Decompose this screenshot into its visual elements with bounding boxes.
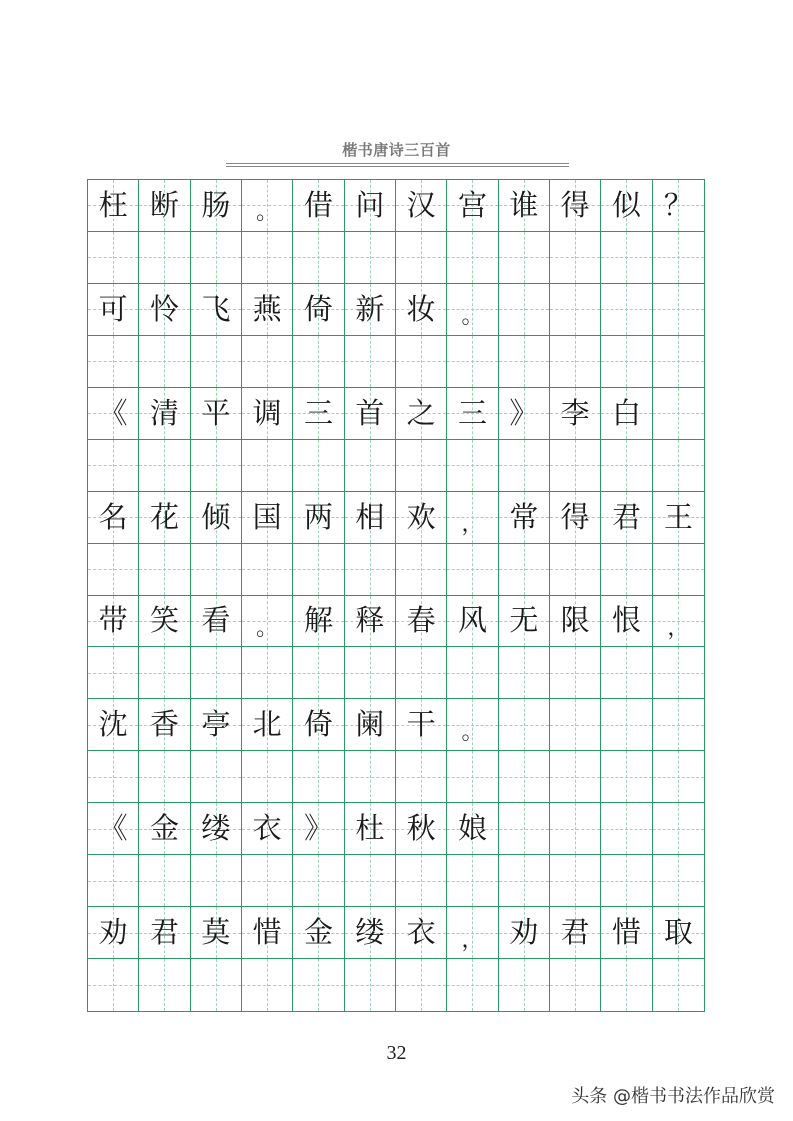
character: 倚: [303, 291, 333, 326]
character: 劝: [98, 915, 128, 950]
grid-cell: [242, 180, 293, 232]
grid-cell-empty: [653, 232, 704, 284]
grid-cell: [550, 907, 601, 959]
page-header-title: 楷书唐诗三百首: [342, 142, 451, 159]
grid-cell: [499, 388, 550, 440]
grid-cell: [139, 907, 190, 959]
grid-cell-empty: [601, 647, 652, 699]
grid-cell-empty: [601, 803, 652, 855]
grid-cell: [447, 699, 498, 751]
grid-cell-empty: [601, 751, 652, 803]
grid-cell: [345, 388, 396, 440]
character: 可: [98, 291, 128, 326]
grid-cell-empty: [242, 336, 293, 388]
character: 首: [355, 395, 385, 430]
grid-cell: [293, 803, 344, 855]
grid-cell-empty: [242, 440, 293, 492]
character: 干: [406, 707, 436, 742]
character: 欢: [406, 499, 436, 534]
grid-cell-empty: [139, 336, 190, 388]
grid-cell-empty: [139, 440, 190, 492]
grid-cell-empty: [88, 232, 139, 284]
grid-cell: [601, 180, 652, 232]
grid-cell: [242, 699, 293, 751]
grid-cell: [191, 492, 242, 544]
character: 取: [663, 915, 693, 950]
character: 李: [560, 395, 590, 430]
character: ，: [461, 512, 484, 538]
grid-cell-empty: [499, 751, 550, 803]
character: 问: [355, 187, 385, 222]
grid-cell: [345, 699, 396, 751]
grid-cell-empty: [447, 647, 498, 699]
grid-cell-empty: [653, 855, 704, 907]
grid-cell: [139, 596, 190, 648]
grid-cell: [499, 596, 550, 648]
character: 杜: [355, 811, 385, 846]
grid-cell-empty: [293, 959, 344, 1011]
grid-cell-empty: [139, 751, 190, 803]
grid-cell: [447, 180, 498, 232]
character: 君: [611, 499, 641, 534]
character: 笑: [149, 603, 179, 638]
grid-cell-empty: [191, 232, 242, 284]
character: 释: [355, 603, 385, 638]
grid-cell-empty: [293, 855, 344, 907]
grid-cell-empty: [293, 440, 344, 492]
grid-cell-empty: [653, 440, 704, 492]
character: 惜: [611, 915, 641, 950]
grid-cell-empty: [88, 959, 139, 1011]
grid-cell-empty: [447, 751, 498, 803]
character: 带: [98, 603, 128, 638]
grid-cell-empty: [499, 544, 550, 596]
character: 三: [303, 395, 333, 430]
character: 春: [406, 603, 436, 638]
grid-cell-empty: [653, 803, 704, 855]
grid-cell: [550, 492, 601, 544]
character: 白: [611, 395, 641, 430]
grid-cell-empty: [139, 855, 190, 907]
grid-cell: [345, 803, 396, 855]
grid-cell-empty: [88, 647, 139, 699]
header-divider-bottom: [226, 166, 569, 167]
grid-cell-empty: [191, 544, 242, 596]
grid-cell: [88, 803, 139, 855]
grid-cell-empty: [396, 751, 447, 803]
grid-cell-empty: [191, 855, 242, 907]
grid-cell-empty: [499, 440, 550, 492]
grid-cell: [293, 699, 344, 751]
grid-cell-empty: [499, 232, 550, 284]
character: 三: [457, 395, 487, 430]
grid-cell-empty: [139, 959, 190, 1011]
grid-cell-empty: [601, 855, 652, 907]
grid-cell: [653, 180, 704, 232]
grid-cell: [191, 907, 242, 959]
grid-cell: [499, 907, 550, 959]
grid-cell-empty: [139, 544, 190, 596]
page-number: 32: [386, 1042, 407, 1064]
grid-cell-empty: [345, 751, 396, 803]
grid-cell-empty: [550, 803, 601, 855]
grid-cell-empty: [396, 855, 447, 907]
grid-cell-empty: [653, 959, 704, 1011]
grid-cell: [601, 596, 652, 648]
grid-cell: [396, 180, 447, 232]
character: 沈: [98, 707, 128, 742]
character: 花: [149, 499, 179, 534]
grid-cell: [499, 492, 550, 544]
character: 常: [509, 499, 539, 534]
grid-cell-empty: [550, 959, 601, 1011]
grid-cell-empty: [293, 336, 344, 388]
grid-cell-empty: [499, 959, 550, 1011]
grid-cell-empty: [191, 647, 242, 699]
grid-cell: [139, 180, 190, 232]
character: 君: [560, 915, 590, 950]
grid-cell: [447, 388, 498, 440]
character: 无: [509, 603, 539, 638]
character: 劝: [509, 915, 539, 950]
grid-cell: [447, 907, 498, 959]
grid-cell: [396, 907, 447, 959]
character: 似: [611, 187, 641, 222]
character: 新: [355, 291, 385, 326]
grid-cell-empty: [653, 751, 704, 803]
grid-cell-empty: [293, 232, 344, 284]
grid-cell-empty: [293, 751, 344, 803]
character: 》: [303, 811, 333, 846]
grid-cell-empty: [447, 544, 498, 596]
grid-cell-empty: [550, 284, 601, 336]
character: 莫: [201, 915, 231, 950]
character: 清: [149, 395, 179, 430]
character: 北: [252, 707, 282, 742]
character: 肠: [201, 187, 231, 222]
character: 风: [457, 603, 487, 638]
grid-cell: [396, 284, 447, 336]
grid-cell: [242, 388, 293, 440]
grid-cell: [447, 284, 498, 336]
header-divider-top: [226, 163, 569, 164]
grid-cell: [88, 388, 139, 440]
grid-cell-empty: [550, 544, 601, 596]
character: 飞: [201, 291, 231, 326]
grid-cell-empty: [601, 959, 652, 1011]
character: 》: [509, 395, 539, 430]
character: 国: [252, 499, 282, 534]
character: 惜: [252, 915, 282, 950]
grid-cell-empty: [242, 647, 293, 699]
grid-cell: [191, 699, 242, 751]
grid-cell-empty: [293, 544, 344, 596]
grid-cell-empty: [550, 855, 601, 907]
grid-cell-empty: [601, 544, 652, 596]
grid-cell-empty: [499, 699, 550, 751]
grid-cell: [653, 492, 704, 544]
grid-cell-empty: [601, 440, 652, 492]
grid-cell-empty: [139, 232, 190, 284]
character: ？: [663, 187, 693, 222]
grid-cell-empty: [242, 959, 293, 1011]
grid-cell: [293, 492, 344, 544]
character: 名: [98, 499, 128, 534]
grid-cell-empty: [88, 440, 139, 492]
grid-cell-empty: [139, 647, 190, 699]
character: 。: [256, 615, 279, 641]
character: 解: [303, 603, 333, 638]
grid-cell-empty: [499, 336, 550, 388]
grid-cell-empty: [499, 647, 550, 699]
grid-cell-empty: [447, 440, 498, 492]
grid-cell: [550, 180, 601, 232]
grid-cell: [653, 596, 704, 648]
grid-cell: [88, 284, 139, 336]
grid-cell-empty: [499, 284, 550, 336]
character: 王: [663, 499, 693, 534]
grid-cell: [191, 388, 242, 440]
grid-cell-empty: [345, 647, 396, 699]
grid-cell-empty: [242, 544, 293, 596]
grid-cell: [191, 803, 242, 855]
grid-cell-empty: [601, 699, 652, 751]
grid-cell-empty: [653, 388, 704, 440]
grid-cell: [447, 803, 498, 855]
grid-cell-empty: [653, 699, 704, 751]
grid-cell: [396, 803, 447, 855]
character: 《: [98, 395, 128, 430]
character: 衣: [406, 915, 436, 950]
grid-cell-empty: [345, 544, 396, 596]
grid-cell-empty: [550, 647, 601, 699]
grid-cell-empty: [345, 959, 396, 1011]
grid-cell-empty: [447, 959, 498, 1011]
character: 娘: [457, 811, 487, 846]
character: 秋: [406, 811, 436, 846]
grid-cell-empty: [345, 232, 396, 284]
grid-cell-empty: [396, 544, 447, 596]
character: 衣: [252, 811, 282, 846]
character: 。: [461, 304, 484, 330]
grid-cell-empty: [550, 440, 601, 492]
grid-cell: [242, 492, 293, 544]
grid-cell-empty: [191, 959, 242, 1011]
grid-cell: [293, 596, 344, 648]
grid-cell-empty: [396, 232, 447, 284]
character: 怜: [149, 291, 179, 326]
grid-cell: [396, 596, 447, 648]
grid-cell: [88, 180, 139, 232]
character: 倾: [201, 499, 231, 534]
grid-cell-empty: [88, 751, 139, 803]
grid-cell-empty: [345, 855, 396, 907]
grid-cell-empty: [396, 647, 447, 699]
character: 限: [560, 603, 590, 638]
grid-cell-empty: [242, 751, 293, 803]
character: 得: [560, 187, 590, 222]
grid-cell: [550, 596, 601, 648]
grid-cell: [396, 699, 447, 751]
grid-cell-empty: [447, 855, 498, 907]
character: 得: [560, 499, 590, 534]
grid-cell-empty: [653, 647, 704, 699]
grid-cell: [191, 284, 242, 336]
character: 香: [149, 707, 179, 742]
grid-cell-empty: [88, 544, 139, 596]
grid-cell: [345, 596, 396, 648]
grid-cell-empty: [345, 336, 396, 388]
grid-cell-empty: [550, 336, 601, 388]
grid-cell: [653, 907, 704, 959]
grid-cell: [293, 180, 344, 232]
character: 。: [256, 200, 279, 226]
grid-cell: [447, 596, 498, 648]
calligraphy-practice-grid: [87, 179, 705, 1012]
grid-cell: [88, 907, 139, 959]
grid-cell-empty: [242, 855, 293, 907]
grid-cell: [242, 596, 293, 648]
grid-cell: [242, 284, 293, 336]
grid-cell-empty: [601, 336, 652, 388]
character: 枉: [98, 187, 128, 222]
character: 金: [303, 915, 333, 950]
grid-cell-empty: [396, 959, 447, 1011]
grid-cell-empty: [601, 232, 652, 284]
grid-cell-empty: [550, 232, 601, 284]
character: 相: [355, 499, 385, 534]
grid-cell: [242, 907, 293, 959]
character: 阑: [355, 707, 385, 742]
grid-cell-empty: [293, 647, 344, 699]
grid-cell: [242, 803, 293, 855]
character: 平: [201, 395, 231, 430]
character: 调: [252, 395, 282, 430]
character: 缕: [355, 915, 385, 950]
grid-cell-empty: [396, 336, 447, 388]
grid-cell: [139, 492, 190, 544]
grid-cell: [601, 492, 652, 544]
grid-cell: [601, 907, 652, 959]
grid-cell: [88, 596, 139, 648]
grid-cell-empty: [191, 751, 242, 803]
character: 倚: [303, 707, 333, 742]
character: 宫: [457, 187, 487, 222]
character: 亭: [201, 707, 231, 742]
grid-cell: [139, 699, 190, 751]
grid-cell: [345, 180, 396, 232]
character: ，: [461, 927, 484, 953]
grid-cell: [88, 492, 139, 544]
grid-cell-empty: [653, 544, 704, 596]
grid-cell: [191, 596, 242, 648]
grid-cell: [191, 180, 242, 232]
grid-cell: [139, 388, 190, 440]
character: 看: [201, 603, 231, 638]
grid-cell: [345, 907, 396, 959]
character: 金: [149, 811, 179, 846]
grid-cell: [447, 492, 498, 544]
grid-cell-empty: [242, 232, 293, 284]
grid-cell-empty: [653, 336, 704, 388]
character: 之: [406, 395, 436, 430]
character: 恨: [611, 603, 641, 638]
grid-cell: [293, 388, 344, 440]
character: 燕: [252, 291, 282, 326]
character: 两: [303, 499, 333, 534]
grid-cell-empty: [345, 440, 396, 492]
grid-cell: [345, 492, 396, 544]
grid-cell-empty: [550, 699, 601, 751]
grid-cell: [293, 907, 344, 959]
grid-cell-empty: [447, 232, 498, 284]
grid-cell-empty: [550, 751, 601, 803]
grid-cell: [345, 284, 396, 336]
grid-cell-empty: [88, 855, 139, 907]
grid-cell: [550, 388, 601, 440]
grid-cell: [396, 492, 447, 544]
grid-cell-empty: [447, 336, 498, 388]
grid-cell: [139, 803, 190, 855]
grid-cell-empty: [191, 440, 242, 492]
source-watermark: 头条 @楷书书法作品欣赏: [571, 1086, 775, 1107]
grid-cell-empty: [499, 803, 550, 855]
character: 。: [461, 719, 484, 745]
grid-cell-empty: [653, 284, 704, 336]
character: 缕: [201, 811, 231, 846]
grid-cell: [293, 284, 344, 336]
grid-cell: [88, 699, 139, 751]
grid-cell-empty: [396, 440, 447, 492]
character: ，: [667, 615, 690, 641]
character: 谁: [509, 187, 539, 222]
character: 君: [149, 915, 179, 950]
character: 断: [149, 187, 179, 222]
grid-cell: [499, 180, 550, 232]
grid-cell: [601, 388, 652, 440]
grid-cell-empty: [601, 284, 652, 336]
character: 借: [303, 187, 333, 222]
grid-cell: [396, 388, 447, 440]
character: 《: [98, 811, 128, 846]
grid-cell: [139, 284, 190, 336]
grid-cell-empty: [88, 336, 139, 388]
grid-cell-empty: [499, 855, 550, 907]
character: 汉: [406, 187, 436, 222]
character: 妆: [406, 291, 436, 326]
grid-cell-empty: [191, 336, 242, 388]
